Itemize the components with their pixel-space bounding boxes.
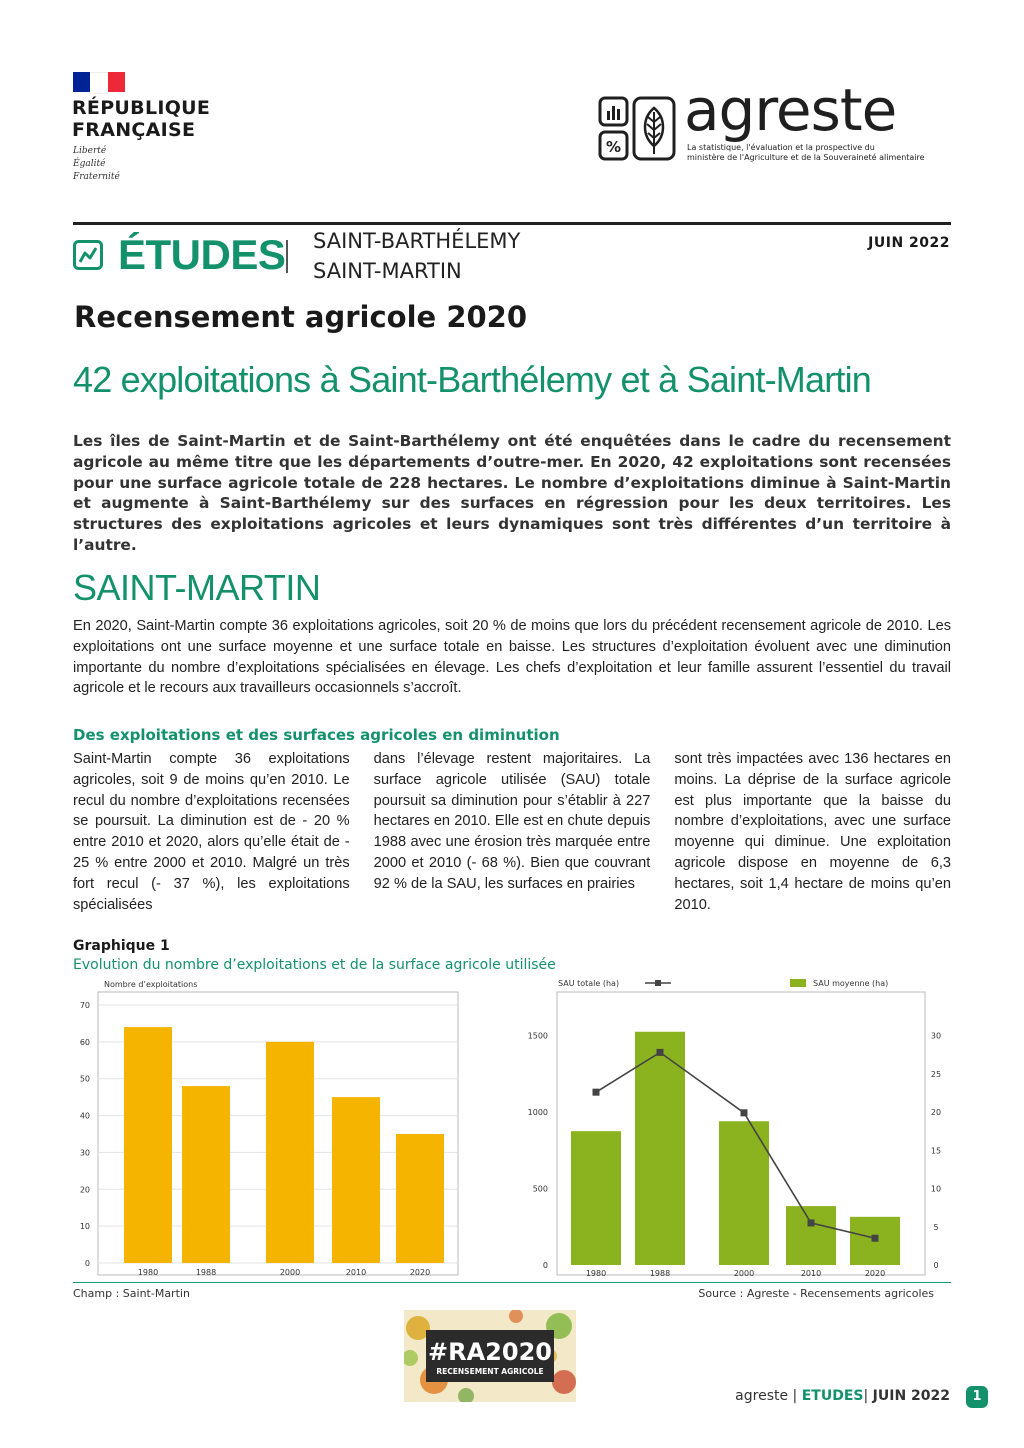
chart2-xtick-label: 1988 [649, 1269, 671, 1278]
body-column-1: Saint-Martin compte 36 exploitations agricoles, soit 9 de moins qu’en 2010. Le recul du nombre d’exploitations recensées se poursuit. La diminution est de - 20 % entre 2010 et 2020, alors qu’elle était de - 25 % entre 2000 et 2010. Malgré un très fort recul (- 37 %), les exploitations spécialisées [73, 751, 350, 913]
chart-exploitations [68, 975, 468, 1287]
header-separator [286, 240, 288, 273]
region-name: SAINT-BARTHÉLEMY SAINT-MARTIN [313, 229, 521, 283]
chart2-ytick-left-label: 1500 [527, 1031, 548, 1041]
chart2-line-marker [657, 1049, 664, 1056]
section-title: SAINT-MARTIN [73, 567, 321, 608]
chart2-legend-line-marker [655, 980, 661, 986]
chart2-bar [635, 1032, 685, 1265]
section-lead: En 2020, Saint-Martin compte 36 exploitations agricoles, soit 20 % de moins que lors du précédent recensement agricole de 2010. Les exploitations ont une surface moyenne et une surface totale en baisse. Les structures d’exploitation évoluent avec une diminution importante du nombre d’exploitations spécialisées en élevage. Les chefs d’exploitation et leur famille assurent l’essentiel du travail agricole et le recours aux travailleurs occasionnels s’accroît. [73, 618, 951, 697]
header-rule [73, 222, 951, 225]
chart2-line-marker [741, 1109, 748, 1116]
chart1-ytick-label: 0 [84, 1259, 90, 1268]
footer: agreste | ETUDES| JUIN 2022 [735, 1388, 950, 1404]
body-columns [73, 749, 951, 915]
chart1-bar [182, 1086, 230, 1263]
republique-motto: Liberté Égalité Fraternité [73, 146, 120, 182]
graph-champ: Champ : Saint-Martin [73, 1287, 190, 1300]
agreste-tagline: La statistique, l'évaluation et la prospective du ministère de l'Agriculture et de la Souveraineté alimentaire [687, 143, 925, 162]
body-column-3: sont très impactées avec 136 hectares en moins. La déprise de la surface agricole est plus importante que la baisse du nombre d’exploitations, avec une surface moyenne qui diminue. Une exploitation agricole dispose en moyenne de 6,3 hectares, soit 1,4 hectare de moins qu’en 2010. [674, 751, 952, 913]
chart1-bar [332, 1097, 380, 1263]
chart2-line-marker [808, 1219, 815, 1226]
chart1-xtick-label: 1980 [137, 1268, 159, 1277]
chart1-ytick-label: 60 [79, 1037, 90, 1047]
chart1-ytick-label: 10 [79, 1222, 90, 1232]
chart1-ytick-label: 30 [79, 1148, 90, 1158]
svg-text:%: % [605, 138, 622, 156]
chart2-ytick-right-label: 5 [933, 1222, 939, 1232]
graph-label: Graphique 1 [73, 938, 170, 954]
chart2-ytick-right-label: 10 [930, 1184, 942, 1194]
chart1-xtick-label: 1988 [195, 1268, 217, 1277]
chart2-ytick-left-label: 0 [542, 1261, 548, 1270]
chart2-legend-bar-swatch [790, 979, 806, 987]
chart2-ytick-right-label: 25 [930, 1069, 942, 1079]
chart2-ytick-left-label: 500 [532, 1184, 548, 1194]
page-number: 1 [966, 1386, 988, 1408]
publication-date: JUIN 2022 [868, 235, 950, 251]
document-title: Recensement agricole 2020 [74, 300, 528, 334]
flag-logo [73, 72, 125, 92]
chart2-ytick-right-label: 20 [930, 1108, 942, 1118]
chart2-legend-bar-label: SAU moyenne (ha) [813, 979, 889, 988]
chart1-ytick-label: 40 [79, 1111, 90, 1121]
intro-paragraph: Les îles de Saint-Martin et de Saint-Barthélemy ont été enquêtées dans le cadre du recensement agricole au même titre que les départements d’outre-mer. En 2020, 42 exploitations sont recensées pour une surface agricole totale de 228 hectares. Le nombre d’exploitations diminue à Saint-Martin et augmente à Saint-Barthélemy sur des surfaces en régression pour les deux territoires. Les structures des exploitations agricoles et leurs dynamiques sont très différentes d’un territoire à l’autre. [73, 432, 951, 554]
chart2-ytick-right-label: 30 [930, 1031, 942, 1041]
chart1-bar [124, 1027, 172, 1263]
chart2-bar [571, 1131, 621, 1265]
chart-sau [508, 975, 958, 1287]
chart2-legend-line-label: SAU totale (ha) [558, 979, 620, 988]
chart2-ytick-right-label: 15 [930, 1146, 942, 1156]
ra2020-hashtag: #RA2020 [428, 1338, 552, 1366]
agreste-wordmark: agreste [684, 76, 897, 144]
chart1-xtick-label: 2000 [279, 1268, 301, 1277]
ra2020-banner [404, 1310, 576, 1402]
chart2-line-marker [593, 1089, 600, 1096]
chart1-bar [396, 1134, 444, 1263]
subsection-title: Des exploitations et des surfaces agricoles en diminution [73, 726, 560, 744]
chart2-ytick-right-label: 0 [933, 1261, 939, 1270]
footer-date: JUIN 2022 [872, 1388, 950, 1404]
ra2020-caption: RECENSEMENT AGRICOLE [436, 1367, 544, 1376]
chart1-ytick-label: 50 [79, 1074, 90, 1084]
series-title: ÉTUDES [118, 231, 286, 278]
chart1-xtick-label: 2020 [409, 1268, 431, 1277]
chart2-xtick-label: 2020 [864, 1269, 886, 1278]
chart2-bar [786, 1206, 836, 1265]
chart2-ytick-left-label: 1000 [527, 1108, 548, 1118]
chart1-ytick-label: 20 [79, 1185, 90, 1195]
graph-title: Evolution du nombre d’exploitations et de la surface agricole utilisée [73, 957, 556, 973]
chart1-ytick-label: 70 [79, 1001, 90, 1010]
etudes-chart-icon [73, 240, 103, 270]
chart-bottom-rule [73, 1282, 951, 1283]
chart1-ylabel: Nombre d’exploitations [104, 980, 198, 989]
chart2-xtick-label: 2010 [800, 1269, 822, 1278]
chart2-xtick-label: 1980 [585, 1269, 607, 1278]
document-subtitle: 42 exploitations à Saint-Barthélemy et à Saint-Martin [73, 359, 872, 400]
agreste-logo-icon [598, 96, 676, 162]
footer-brand: agreste [735, 1388, 789, 1404]
body-column-2: dans l’élevage restent majoritaires. La surface agricole utilisée (SAU) totale poursuit sa diminution pour s’établir à 227 hectares en 2010. Elle est en chute depuis 1988 avec une érosion très marquée entre 2000 et 2010 (- 68 %). Bien que couvrant 92 % de la SAU, les surfaces en prairies [373, 751, 651, 892]
chart1-bar [266, 1042, 314, 1263]
graph-source: Source : Agreste - Recensements agricoles [698, 1287, 934, 1300]
footer-series: ETUDES [801, 1388, 864, 1404]
chart1-xtick-label: 2010 [345, 1268, 367, 1277]
chart2-xtick-label: 2000 [733, 1269, 755, 1278]
chart2-line-marker [872, 1235, 879, 1242]
republique-francaise-logo-text: RÉPUBLIQUE FRANÇAISE [72, 97, 211, 141]
